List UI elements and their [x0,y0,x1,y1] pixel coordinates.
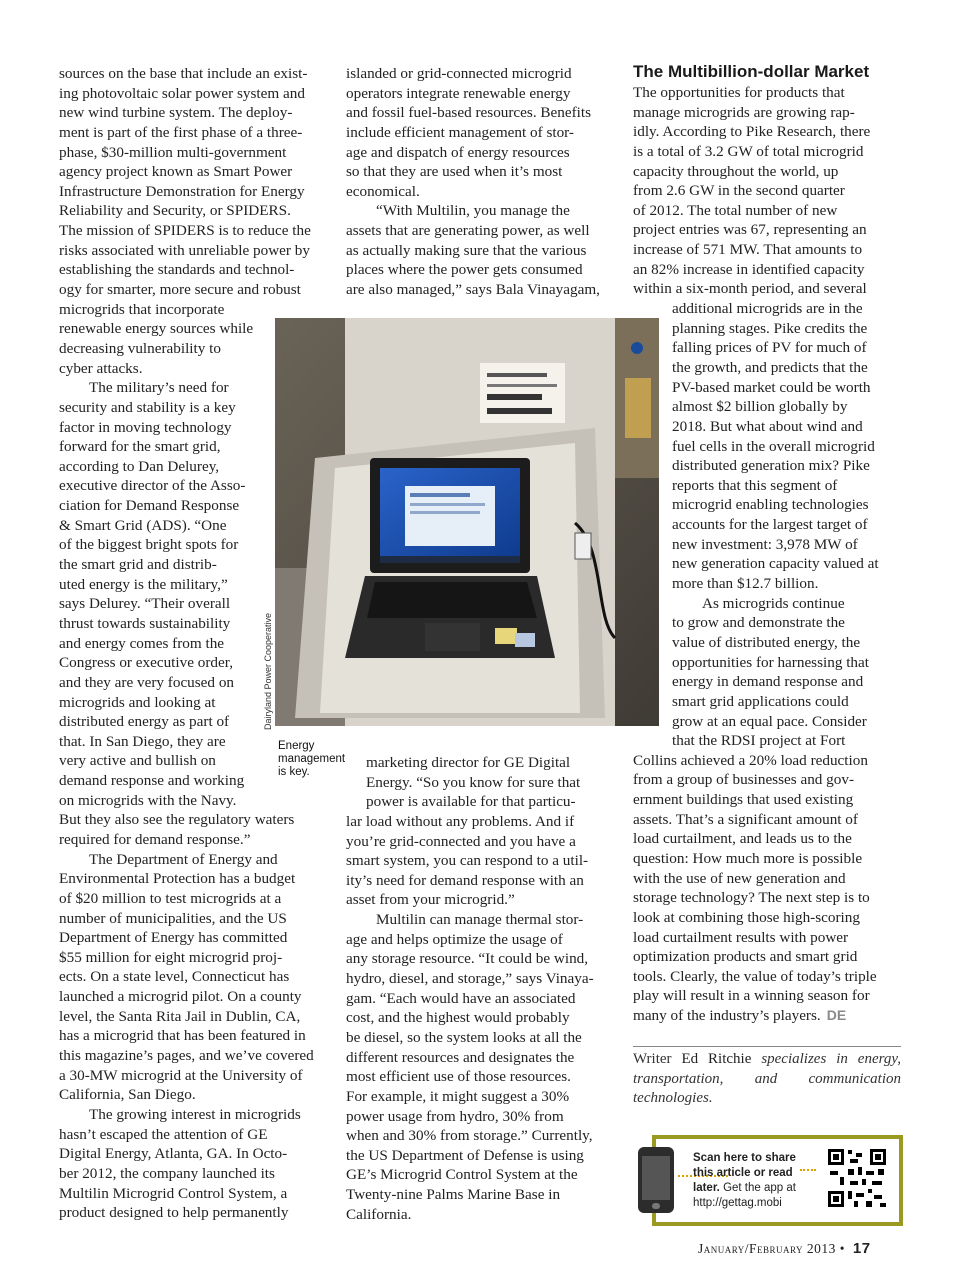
text-line: planning stages. Pike credits the [672,319,868,337]
text-line: Reliability and Security, or SPIDERS. [59,202,291,220]
text-line: Collins achieved a 20% load reduction [633,751,868,769]
text-line: ects. On a state level, Connecticut has [59,968,290,986]
column-2-bottom-text [346,753,616,1224]
text-line: question: How much more is possible [633,849,863,867]
text-line: marketing director for GE Digital [366,754,571,771]
page-footer [698,1240,871,1257]
text-line: so that they are used when it’s most [346,163,563,181]
text-line: you’re grid-connected and you have a [346,832,576,850]
text-line: of 2012. The total number of new [633,201,838,219]
text-line: operators integrate renewable energy [346,84,571,102]
text-line: power usage from hydro, 30% from [346,1107,564,1125]
text-line: agency project known as Smart Power [59,163,293,181]
text-line: an 82% increase in identified capacity [633,260,865,278]
text-line: 2018. But what about wind and [672,417,863,435]
text-line: more than $12.7 billion. [672,575,819,593]
text-line: and energy comes from the [59,634,225,652]
photo-credit: Dairyland Power Cooperative [263,612,273,730]
article-photo [275,318,659,726]
text-line: ing photovoltaic solar power system and [59,84,305,102]
text-line: hasn’t escaped the attention of GE [59,1125,268,1143]
photo-caption: Energy management is key. [278,740,346,778]
text-line: ogy for smarter, more secure and robust [59,281,301,299]
text-line: increase of 571 MW. That amounts to [633,241,863,259]
text-line: age and dispatch of energy resources [346,143,570,161]
text-line: of the biggest bright spots for [59,536,239,554]
text-line: The growing interest in microgrids [89,1105,301,1123]
text-line: The Department of Energy and [89,850,278,868]
text-line: ity’s need for demand response with an [346,871,584,889]
text-line: tools. Clearly, the value of today’s triple [633,967,877,985]
text-line: this magazine’s pages, and we’ve covered [59,1047,314,1065]
text-line: cyber attacks. [59,359,143,377]
text-line: many of the industry’s players. DE [633,1007,847,1025]
text-line: Digital Energy, Atlanta, GA. In Octo- [59,1145,288,1163]
text-line: very active and bullish on [59,752,216,770]
qr-code-icon[interactable] [826,1147,888,1209]
text-line: has a microgrid that has been featured in [59,1027,306,1045]
text-line: forward for the smart grid, [59,438,221,456]
text-line: For example, it might suggest a 30% [346,1087,570,1105]
text-line: value of distributed energy, the [672,633,861,651]
text-line: and fossil fuel-based resources. Benefits [346,104,592,122]
text-line: from 2.6 GW in the second quarter [633,182,845,200]
scan-tag-box[interactable] [652,1135,903,1226]
text-line: opportunities for harnessing that [672,653,869,671]
text-line: load curtailment, and leads us to the [633,830,852,848]
footer-bullet: • [839,1241,846,1256]
text-line: California, San Diego. [59,1086,196,1104]
bio-divider [633,1046,901,1047]
text-line: almost $2 billion globally by [672,398,848,416]
text-line: assets. That’s a significant amount of [633,810,858,828]
text-line: The opportunities for products that [633,84,845,101]
text-line: reports that this segment of [672,476,838,494]
text-line: and they are very focused on [59,673,235,691]
text-line: ber 2012, the company launched its [59,1164,275,1182]
text-line: capacity throughout the world, up [633,162,839,180]
text-line: grow at an equal pace. Consider [672,712,867,730]
text-line: within a six-month period, and several [633,280,867,298]
text-line: Twenty-nine Palms Marine Base in [346,1186,561,1204]
text-line: sources on the base that include an exist- [59,65,308,82]
text-line: be diesel, so the system looks at all the [346,1028,582,1046]
text-line: The mission of SPIDERS is to reduce the [59,222,311,240]
text-line: the growth, and predicts that the [672,358,868,376]
text-line: Multilin can manage thermal stor- [376,911,584,929]
text-line: decreasing vulnerability to [59,339,221,357]
text-line: asset from your microgrid.” [346,891,515,909]
column-2-top-text [346,64,611,300]
text-line: project entries was 67, representing an [633,221,867,239]
text-line: uted energy is the military,” [59,575,228,593]
text-line: energy in demand response and [672,673,864,691]
text-line: risks associated with unreliable power by [59,241,310,259]
text-line: manage microgrids are growing rap- [633,103,855,121]
text-line: level, the Santa Rita Jail in Dublin, CA, [59,1007,301,1025]
text-line: distributed generation mix? Pike [672,457,870,475]
text-line: smart grid applications could [672,692,849,710]
text-line: that the RDSI project at Fort [672,732,846,750]
text-line: security and stability is a key [59,398,236,416]
text-line: Infrastructure Demonstration for Energy [59,182,305,200]
text-line: are also managed,” says Bala Vinayagam, [346,281,600,299]
text-line: accounts for the largest target of [672,516,868,534]
text-line: phase, $30-million multi-government [59,143,287,161]
text-line: new wind turbine system. The deploy- [59,104,293,122]
text-line: according to Dan Delurey, [59,457,220,475]
column-3-text [633,83,903,1026]
text-line: load curtailment results with power [633,928,849,946]
text-line: new investment: 3,978 MW of [672,535,858,553]
text-line: number of municipalities, and the US [59,909,287,927]
page-number: 17 [852,1240,871,1257]
text-line: on microgrids with the Navy. [59,791,237,809]
text-line: As microgrids continue [702,594,845,612]
text-line: to grow and demonstrate the [672,614,845,632]
text-line: Congress or executive order, [59,654,233,672]
dotted-line-right [800,1169,816,1171]
text-line: play will result in a winning season for [633,987,870,1005]
text-line: establishing the standards and technol- [59,261,295,279]
text-line: But they also see the regulatory waters [59,811,295,829]
end-mark: DE [826,1007,847,1024]
writer-bio: Writer Ed Ritchie specializes in energy, transportation, and communication technologies. [633,1051,901,1107]
text-line: places where the power gets consumed [346,261,583,279]
text-line: Environmental Protection has a budget [59,870,296,888]
text-line: “With Multilin, you manage the [376,202,570,220]
text-line: a 30-MW microgrid at the University of [59,1066,303,1084]
section-heading: The Multibillion-dollar Market [633,62,870,81]
text-line: microgrid enabling technologies [672,496,869,514]
text-line: look at combining those high-scoring [633,908,860,926]
text-line: ment is part of the first phase of a three- [59,123,303,141]
text-line: gam. “Each would have an associated [346,989,576,1007]
laptop-kiosk-image [275,318,659,726]
text-line: ciation for Demand Response [59,497,240,515]
text-line: distributed energy as part of [59,713,230,731]
phone-icon [638,1147,674,1213]
text-line: microgrids that incorporate [59,300,225,318]
text-line: smart system, you can respond to a util- [346,852,589,870]
text-line: thrust towards sustainability [59,614,231,632]
text-line: power is available for that particu- [366,793,576,811]
text-line: GE’s Microgrid Control System at the [346,1166,578,1184]
text-line: launched a microgrid pilot. On a county [59,988,302,1006]
text-line: falling prices of PV for much of [672,339,867,357]
text-line: additional microgrids are in the [672,300,863,318]
text-line: different resources and designates the [346,1048,575,1066]
text-line: factor in moving technology [59,418,232,436]
text-line: says Delurey. “Their overall [59,595,231,613]
text-line: the smart grid and distrib- [59,556,217,574]
text-line: age and helps optimize the usage of [346,930,563,948]
text-line: required for demand response.” [59,830,251,848]
text-line: microgrids and looking at [59,693,216,711]
text-line: assets that are generating power, as well [346,222,590,240]
text-line: product designed to help permanently [59,1204,289,1222]
text-line: of $20 million to test microgrids at a [59,889,282,907]
text-line: Department of Energy has committed [59,929,288,947]
text-line: new generation capacity valued at [672,555,879,573]
text-line: from a group of businesses and gov- [633,771,855,789]
text-line: $55 million for eight microgrid proj- [59,948,283,966]
text-line: economical. [346,182,420,200]
text-line: ernment buildings that used existing [633,791,854,809]
issue-date: January/February 2013 [698,1241,836,1256]
text-line: hydro, diesel, and storage,” says Vinaya- [346,970,594,988]
text-line: islanded or grid-connected microgrid [346,65,572,82]
text-line: include efficient management of stor- [346,123,574,141]
text-line: California. [346,1205,412,1223]
text-line: any storage resource. “It could be wind, [346,950,589,968]
text-line: PV-based market could be worth [672,378,871,396]
text-line: when and 30% from storage.” Currently, [346,1127,593,1145]
text-line: The military’s need for [89,379,229,397]
text-line: the US Department of Defense is using [346,1146,584,1164]
text-line: optimization products and smart grid [633,948,858,966]
text-line: as actually making sure that the various [346,241,587,259]
text-line: cost, and the highest would probably [346,1009,570,1027]
text-line: most efficient use of those resources. [346,1068,571,1086]
text-line: is a total of 3.2 GW of total microgrid [633,142,864,160]
scan-instructions: Scan here to share this article or read later. Get the app at http://gettag.mobi [693,1152,796,1209]
text-line: lar load without any problems. And if [346,812,575,830]
text-line: fuel cells in the overall microgrid [672,437,875,455]
text-line: idly. According to Pike Research, there [633,123,871,141]
text-line: that. In San Diego, they are [59,732,226,750]
text-line: with the use of new generation and [633,869,846,887]
text-line: executive director of the Asso- [59,477,246,495]
text-line: Multilin Microgrid Control System, a [59,1184,288,1202]
text-line: demand response and working [59,772,245,790]
text-line: storage technology? The next step is to [633,889,870,907]
text-line: Energy. “So you know for sure that [366,773,581,791]
text-line: renewable energy sources while [59,320,254,338]
text-line: & Smart Grid (ADS). “One [59,516,227,534]
